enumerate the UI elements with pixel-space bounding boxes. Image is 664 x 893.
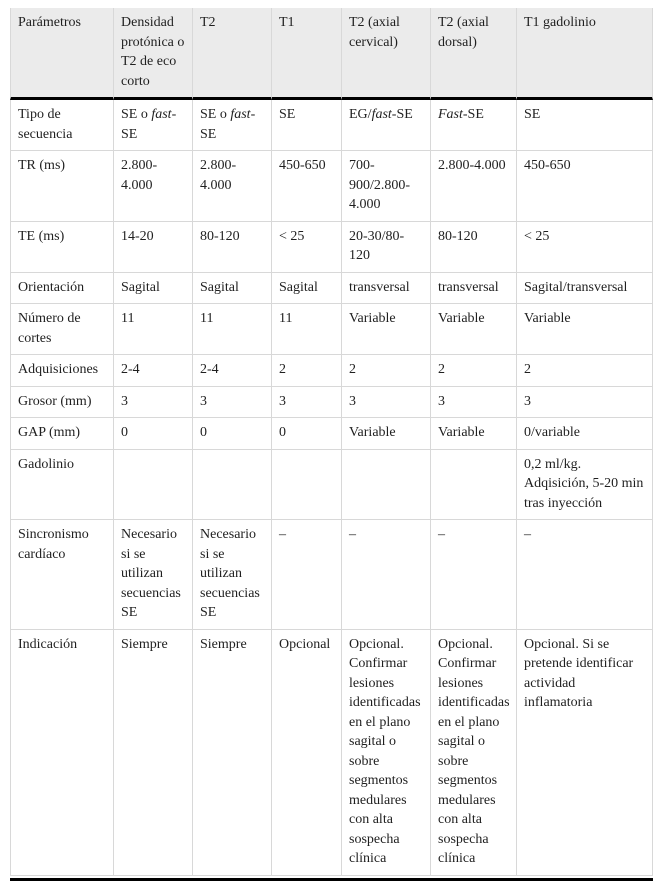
table-cell: Variable [342, 418, 431, 450]
table-cell: transversal [431, 273, 517, 305]
table-cell: Variable [431, 418, 517, 450]
table-cell: 3 [272, 387, 342, 419]
table-cell: 3 [517, 387, 653, 419]
table-cell: 450-650 [272, 151, 342, 222]
table-cell: 3 [114, 387, 193, 419]
table-cell: – [342, 520, 431, 630]
column-header: T1 gadolinio [517, 8, 653, 100]
table-cell [431, 450, 517, 521]
table-cell: Necesario si se utilizan secuencias SE [114, 520, 193, 630]
table-row [10, 520, 653, 630]
row-label: Orientación [10, 273, 114, 305]
table-cell: – [272, 520, 342, 630]
column-header: T2 [193, 8, 272, 100]
table-row [10, 151, 653, 222]
table-cell: 2.800-4.000 [431, 151, 517, 222]
table-row [10, 355, 653, 387]
table-cell: 2 [342, 355, 431, 387]
table-cell [193, 450, 272, 521]
table-cell: Variable [431, 304, 517, 355]
table-cell: SE [517, 100, 653, 151]
table-cell: Sagital [114, 273, 193, 305]
column-header: T1 [272, 8, 342, 100]
table-cell: Fast-SE [431, 100, 517, 151]
table-cell [114, 450, 193, 521]
table-cell: 2 [272, 355, 342, 387]
table-cell: 3 [431, 387, 517, 419]
table-bottom-rule [10, 878, 653, 881]
table-cell: 2 [431, 355, 517, 387]
table-cell: Siempre [114, 630, 193, 876]
column-header: Parámetros [10, 8, 114, 100]
table-cell: Opcional. Confirmar lesiones identificadas en el plano sagital o sobre segmentos medulares con alta sospecha clínica [431, 630, 517, 876]
table-row [10, 630, 653, 876]
table-row [10, 222, 653, 273]
table-cell [342, 450, 431, 521]
table-row [10, 450, 653, 521]
table-cell: 11 [272, 304, 342, 355]
table-cell: Sagital/transversal [517, 273, 653, 305]
table-cell: < 25 [272, 222, 342, 273]
row-label: Sincronismo cardíaco [10, 520, 114, 630]
table-cell: 11 [114, 304, 193, 355]
table-cell: Necesario si se utilizan secuencias SE [193, 520, 272, 630]
table-cell: – [431, 520, 517, 630]
table-row [10, 304, 653, 355]
table-cell: EG/fast-SE [342, 100, 431, 151]
table-cell: Variable [517, 304, 653, 355]
table-cell: Sagital [272, 273, 342, 305]
table-row [10, 273, 653, 305]
table-cell [272, 450, 342, 521]
table-cell: 0 [114, 418, 193, 450]
table-cell: SE [272, 100, 342, 151]
row-label: TR (ms) [10, 151, 114, 222]
table-cell: 0 [193, 418, 272, 450]
column-header: Densidad protónica o T2 de eco corto [114, 8, 193, 100]
table-cell: 0,2 ml/kg. Adqisición, 5-20 min tras inyección [517, 450, 653, 521]
table-cell: 450-650 [517, 151, 653, 222]
table-cell: 11 [193, 304, 272, 355]
table-row [10, 387, 653, 419]
table-row [10, 418, 653, 450]
table-cell: 2-4 [114, 355, 193, 387]
row-label: Adquisiciones [10, 355, 114, 387]
table-cell: 2.800-4.000 [114, 151, 193, 222]
table-cell: 2.800-4.000 [193, 151, 272, 222]
table-cell: transversal [342, 273, 431, 305]
header-row [10, 8, 653, 100]
table-cell: 0 [272, 418, 342, 450]
table-cell: Opcional. Confirmar lesiones identificadas en el plano sagital o sobre segmentos medulares con alta sospecha clínica [342, 630, 431, 876]
table-cell: 80-120 [193, 222, 272, 273]
row-label: Grosor (mm) [10, 387, 114, 419]
table-cell: SE o fast-SE [114, 100, 193, 151]
table-cell: 3 [193, 387, 272, 419]
row-label: Tipo de secuencia [10, 100, 114, 151]
table-cell: 14-20 [114, 222, 193, 273]
row-label: Gadolinio [10, 450, 114, 521]
table-head [10, 8, 653, 100]
table-cell: Sagital [193, 273, 272, 305]
table-cell: 700-900/2.800-4.000 [342, 151, 431, 222]
column-header: T2 (axial dorsal) [431, 8, 517, 100]
table-cell: 2-4 [193, 355, 272, 387]
table-cell: Variable [342, 304, 431, 355]
table-cell: 20-30/80-120 [342, 222, 431, 273]
row-label: GAP (mm) [10, 418, 114, 450]
table-cell: 80-120 [431, 222, 517, 273]
table-cell: 3 [342, 387, 431, 419]
table-cell: – [517, 520, 653, 630]
table-row [10, 100, 653, 151]
table-cell: 0/variable [517, 418, 653, 450]
table-body [10, 100, 653, 876]
row-label: Indicación [10, 630, 114, 876]
table-cell: SE o fast-SE [193, 100, 272, 151]
row-label: TE (ms) [10, 222, 114, 273]
table-cell: Opcional. Si se pretende identificar actividad inflamatoria [517, 630, 653, 876]
table-cell: Siempre [193, 630, 272, 876]
mri-parameters-table [10, 8, 653, 876]
table-cell: Opcional [272, 630, 342, 876]
row-label: Número de cortes [10, 304, 114, 355]
column-header: T2 (axial cervical) [342, 8, 431, 100]
table-cell: < 25 [517, 222, 653, 273]
table-cell: 2 [517, 355, 653, 387]
